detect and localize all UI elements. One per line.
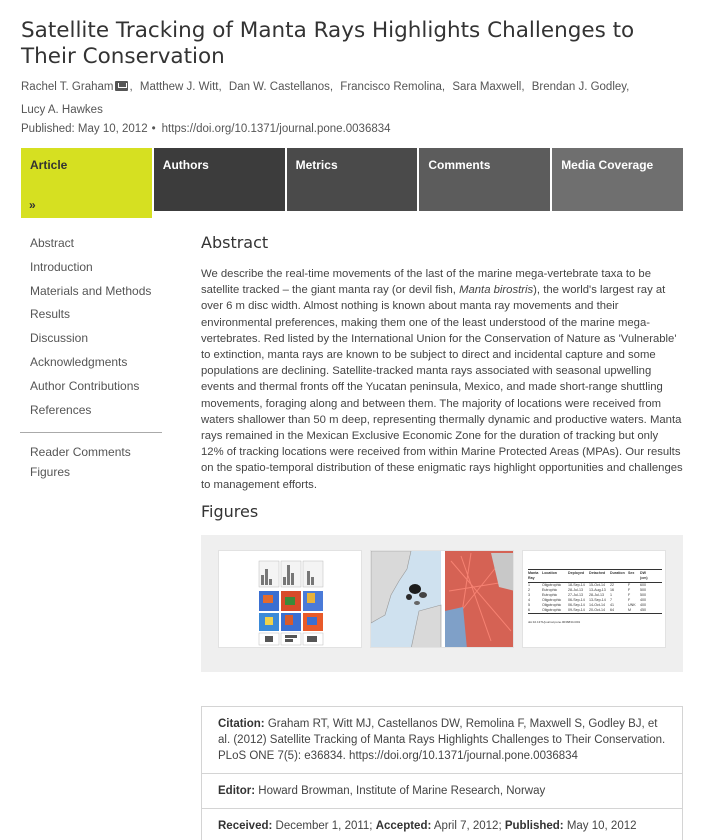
nav-figures[interactable]: Figures <box>30 465 71 480</box>
editor-row <box>202 774 682 809</box>
received-label: Received: <box>218 820 273 832</box>
nav-introduction[interactable]: Introduction <box>30 259 93 274</box>
editor-label: Editor: <box>218 785 256 797</box>
tab-label: Authors <box>162 158 209 172</box>
citation-row <box>202 707 682 774</box>
tab-label: Metrics <box>295 158 338 172</box>
received-date: December 1, 2011; <box>275 820 373 832</box>
figure-thumbnail-2[interactable] <box>370 550 514 648</box>
figure-1-image <box>219 551 362 648</box>
published-date-value: May 10, 2012 <box>566 820 637 832</box>
nav-references[interactable]: References <box>30 402 92 417</box>
tab-label: Article <box>30 158 68 172</box>
nav-results[interactable]: Results <box>30 307 71 322</box>
author-link[interactable]: Brendan J. Godley <box>531 81 627 93</box>
tab-label: Media Coverage <box>561 158 654 172</box>
section-nav <box>30 234 162 483</box>
figure-2-image <box>371 551 514 648</box>
tab-authors[interactable] <box>154 148 285 211</box>
nav-abstract[interactable]: Abstract <box>30 236 75 250</box>
tab-metrics[interactable] <box>287 148 418 211</box>
figure-3-table: Manta Ray Location Deployed Detached Duration Sex DW (cm) 1 Oligotrophic 18-Sep-14 15-Oct-14 22 F 600 2 Eutrophic 28-Jul-13 13-Aug-13 16 F 500 3 Eutrophic 27-Jul-13 28-Jul-13 1 F 500 4 Oligotrophic 06-Sep-14 13-Sep-14 7 F 400 5 Oligotrophic 06-Sep-14 14-Oct-14 41 UNK 400 6 Oligotrophic 09-Sep-14 20-Oct-14 64 M 450 doi:10.1371/journal.pone.0036834.t001 <box>528 569 662 625</box>
dates-row <box>202 809 682 840</box>
accepted-label: Accepted: <box>375 820 432 832</box>
figures-heading: Figures <box>201 502 259 521</box>
author-link[interactable]: Sara Maxwell <box>452 81 522 93</box>
abstract-text: We describe the real-time movements of the last of the marine mega-vertebrate taxa to be satellite tracked – the giant manta ray (or devil fish, Manta birostris), the world's largest ray at over 6 m disc width. Almost nothing is known about manta ray movements and their environmental preferences, making them one of the least understood of the marine mega-vertebrates. Red listed by the International Union for the Conservation of Nature as 'Vulnerable' to extinction, manta rays are known to be subject to direct and incidental capture and some populations are declining. Satellite-tracked manta rays associated with seasonal upwelling events and thermal fronts off the Yucatan peninsula, Mexico, and made short-range shuttling movements, foraging along and between them. The majority of locations were received from waters shallower than 50 m deep, representing thermally dynamic and productive waters. Manta rays remained in the Mexican Exclusive Economic Zone for the duration of tracking but only 12% of tracking locations were received from within Marine Protected Areas (MPAs). Our results on the spatio-temporal distribution of these enigmatic rays highlight opportunities and challenges to management efforts. <box>201 268 683 491</box>
figure-thumbnail-3[interactable] <box>522 550 666 648</box>
nav-reader-comments[interactable]: Reader Comments <box>30 445 131 460</box>
double-chevron-down-icon[interactable]: » <box>29 198 36 212</box>
tab-comments[interactable] <box>419 148 550 211</box>
published-date: Published: May 10, 2012 <box>21 123 148 135</box>
abstract-heading: Abstract <box>201 233 269 252</box>
citation-text: Graham RT, Witt MJ, Castellanos DW, Remolina F, Maxwell S, Godley BJ, et al. (2012) Satellite Tracking of Manta Rays Highlights Challenges to Their Conservation. PLoS ONE 7(5): e36834. https://doi.org/10.1371/journal.pone.0036834 <box>218 718 666 762</box>
author-link[interactable]: Francisco Remolina <box>340 81 442 93</box>
doi-link[interactable]: https://doi.org/10.1371/journal.pone.0036834 <box>161 123 391 135</box>
article-tabs <box>21 148 683 211</box>
tab-label: Comments <box>428 158 491 172</box>
publication-info: Published: May 10, 2012 • https://doi.org/10.1371/journal.pone.0036834 <box>21 123 391 135</box>
editor-text: Howard Browman, Institute of Marine Research, Norway <box>258 785 546 797</box>
mail-icon[interactable] <box>115 81 128 91</box>
nav-divider <box>20 432 162 433</box>
figures-carousel <box>201 535 683 672</box>
author-link[interactable]: Lucy A. Hawkes <box>21 104 103 116</box>
tab-article[interactable] <box>21 148 152 218</box>
published-label: Published: <box>504 820 564 832</box>
article-title: Satellite Tracking of Manta Rays Highlights Challenges to Their Conservation <box>21 18 635 69</box>
citation-box <box>201 706 683 840</box>
citation-label: Citation: <box>218 718 265 730</box>
nav-author-contributions[interactable]: Author Contributions <box>30 378 140 393</box>
author-link[interactable]: Matthew J. Witt <box>139 81 219 93</box>
figure-thumbnail-1[interactable] <box>218 550 362 648</box>
author-link[interactable]: Dan W. Castellanos <box>228 81 330 93</box>
tab-media-coverage[interactable] <box>552 148 683 211</box>
author-list: Rachel T. Graham , Matthew J. Witt, Dan W. Castellanos, Francisco Remolina, Sara Maxwell, Brendan J. Godley, Lucy A. Hawkes <box>21 81 630 116</box>
accepted-date: April 7, 2012; <box>433 820 502 832</box>
author-link[interactable]: Rachel T. Graham <box>21 81 114 93</box>
nav-acknowledgments[interactable]: Acknowledgments <box>30 354 128 369</box>
nav-materials-methods[interactable]: Materials and Methods <box>30 283 152 298</box>
nav-discussion[interactable]: Discussion <box>30 331 89 346</box>
